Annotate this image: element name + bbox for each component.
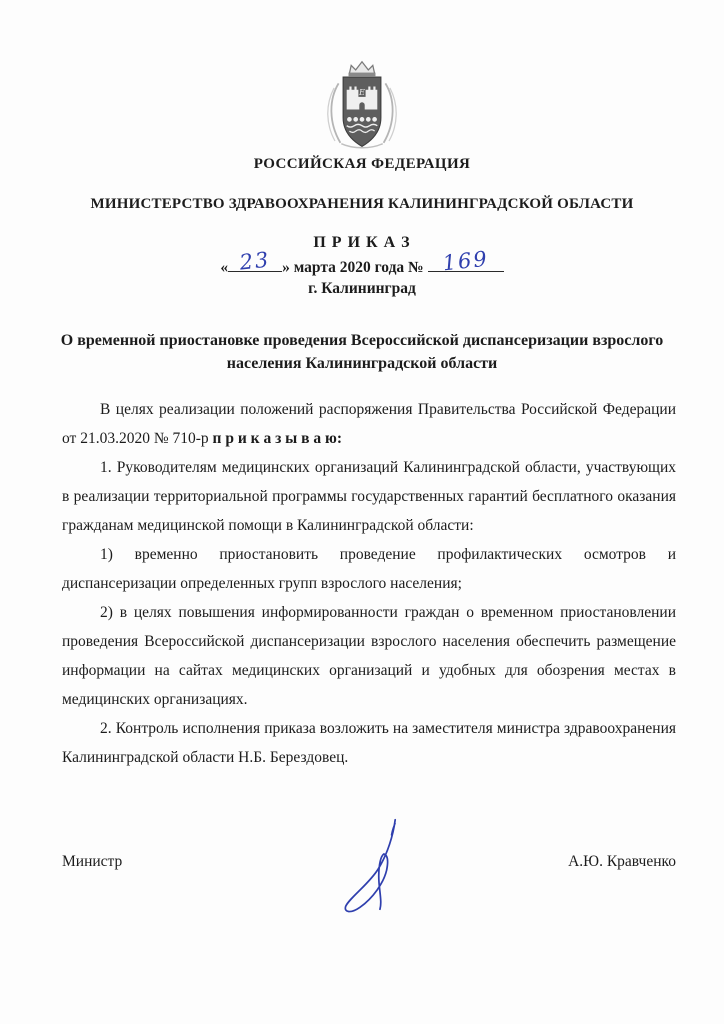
document-type-heading: П Р И К А З [313,234,411,251]
date-number-line [0,246,724,277]
signature-container [334,814,424,910]
date-rest: марта 2020 года № [289,259,424,276]
country-name: РОССИЙСКАЯ ФЕДЕРАЦИЯ [253,156,471,172]
prikazyvayu-emphasis: п р и к а з ы в а ю: [212,430,343,447]
number-blank-field [428,246,504,276]
signature-block [0,814,724,910]
order-title: О временной приостановке проведения Всероссийской диспансеризации взрослого населения Калининградской области [60,332,664,372]
ministry-name: МИНИСТЕРСТВО ЗДРАВООХРАНЕНИЯ КАЛИНИНГРАДСКОЙ ОБЛАСТИ [90,196,634,212]
preamble-lead: В целях реализации положений распоряжения Правительства Российской Федерации от 21.03.2020 № 710-р [62,401,676,447]
paragraph-preamble [62,395,676,453]
svg-text:Е: Е [359,87,365,98]
day-blank-field [228,247,282,275]
close-quote: » [282,259,290,276]
handwritten-number: 169 [441,246,490,276]
coat-of-arms-icon [321,60,403,150]
signer-position: Министр [62,853,123,870]
open-quote: « [220,259,229,276]
paragraph-item-2: 2. Контроль исполнения приказа возложить на заместителя министра здравоохранения Калининградской области Н.Б. Берездовец. [62,720,676,766]
paragraph-subitem-1: 1) временно приостановить проведение профилактических осмотров и диспансеризации определенных групп взрослого населения; [62,546,676,592]
paragraph-subitem-2: 2) в целях повышения информированности граждан о временном приостановлении проведения Всероссийской диспансеризации взрослого населения обеспечить размещение информации на сайтах медицинских организаций и удобных для обозрения местах в медицинских организациях. [62,604,676,708]
handwritten-signature-icon [334,814,424,914]
order-body [0,375,724,772]
document-header [0,0,724,298]
handwritten-day: 23 [238,247,272,275]
city-line: г. Калининград [308,280,416,297]
emblem-container [0,60,724,148]
paragraph-item-1: 1. Руководителям медицинских организаций Калининградской области, участвующих в реализации территориальной программы государственных гарантий бесплатного оказания гражданам медицинской помощи в Калининградской области: [62,459,676,534]
signer-name: А.Ю. Кравченко [568,853,676,870]
